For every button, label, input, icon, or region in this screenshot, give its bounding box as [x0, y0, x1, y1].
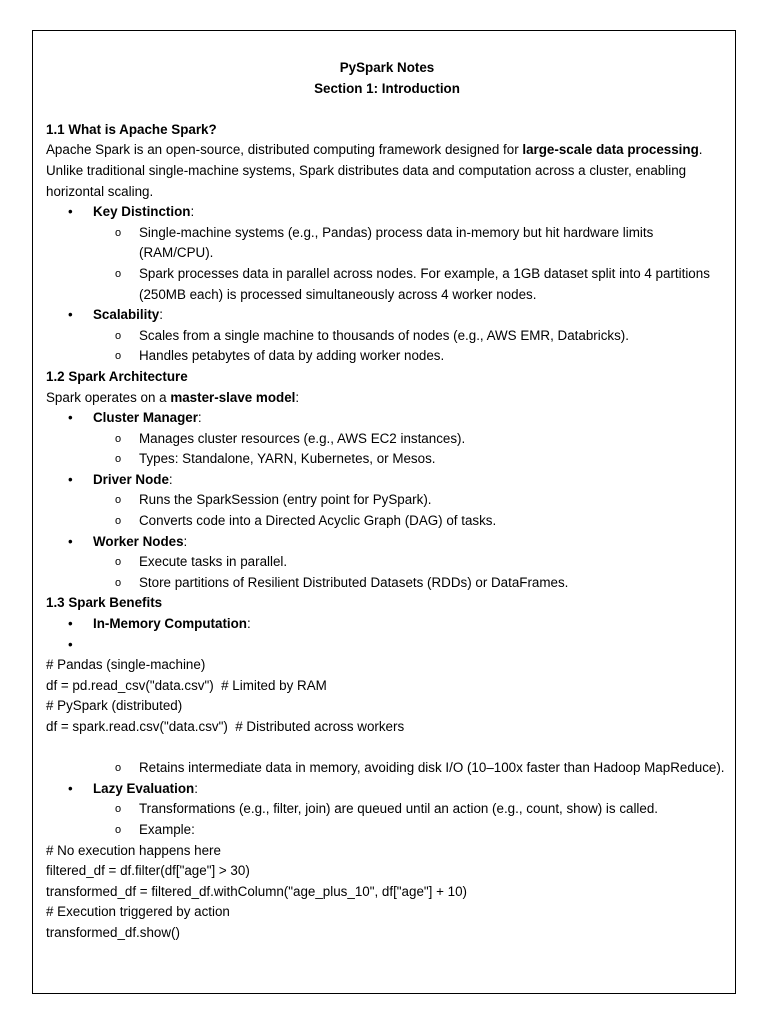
- text: Spark operates on a: [46, 389, 171, 405]
- bullet-worker-nodes: • Worker Nodes:: [46, 532, 726, 553]
- text: . Unlike traditional single-machine systems, Spark distributes data and computation across a cluster, enabling horizontal scaling.: [46, 142, 703, 199]
- code-line: df = spark.read.csv("data.csv") # Distributed across workers: [46, 719, 405, 734]
- document-body: [46, 58, 726, 944]
- text: :: [295, 389, 300, 405]
- bullet-driver-node: • Driver Node:: [46, 470, 726, 491]
- text: Apache Spark is an open-source, distributed computing framework designed for: [46, 142, 523, 158]
- sub-bullet-text: Single-machine systems (e.g., Pandas) process data in-memory but hit hardware limits (RAM/CPU).: [139, 224, 654, 261]
- sub-bullet-text: Scales from a single machine to thousands of nodes (e.g., AWS EMR, Databricks).: [139, 327, 629, 343]
- sub-bullet: [46, 820, 726, 841]
- code-line: # Execution triggered by action: [46, 904, 230, 920]
- circle-bullet-icon: o: [115, 453, 122, 466]
- code-line: # Pandas (single-machine): [46, 657, 206, 673]
- bullet-label: Worker Nodes: [93, 533, 184, 549]
- sub-bullet: [46, 490, 726, 511]
- bullet-label: Key Distinction: [93, 204, 191, 220]
- document-title: PySpark Notes: [339, 60, 435, 75]
- bullet-lazy-evaluation: • Lazy Evaluation:: [46, 779, 726, 800]
- bullet-in-memory-computation: • In-Memory Computation:: [46, 614, 726, 635]
- sub-bullet: [46, 552, 726, 573]
- sub-bullet: [46, 326, 726, 347]
- sub-bullet-text: Runs the SparkSession (entry point for PySpark).: [139, 492, 432, 508]
- sub-bullet: [46, 223, 726, 264]
- bullet-scalability: • Scalability:: [46, 305, 726, 326]
- bullet-cluster-manager: • Cluster Manager:: [46, 408, 726, 429]
- bullet-label: Driver Node: [93, 471, 169, 487]
- sub-bullet: [46, 799, 726, 820]
- heading-spark-architecture: 1.2 Spark Architecture: [46, 368, 188, 384]
- section-title: Section 1: Introduction: [314, 80, 460, 96]
- sub-bullet-text: Transformations (e.g., filter, join) are queued until an action (e.g., count, show) is called.: [139, 801, 659, 817]
- circle-bullet-icon: o: [115, 350, 122, 363]
- circle-bullet-icon: o: [115, 267, 122, 280]
- paragraph-architecture-intro: [46, 388, 726, 409]
- sub-bullet-text: Manages cluster resources (e.g., AWS EC2 instances).: [139, 430, 466, 446]
- code-line: df = pd.read_csv("data.csv") # Limited by RAM: [46, 677, 327, 693]
- sub-bullet-text: Example:: [139, 821, 195, 837]
- sub-bullet-text: Store partitions of Resilient Distributed Datasets (RDDs) or DataFrames.: [139, 574, 569, 590]
- circle-bullet-icon: o: [115, 556, 122, 569]
- sub-bullet-text: Converts code into a Directed Acyclic Graph (DAG) of tasks.: [139, 513, 497, 529]
- paragraph-spark-intro: [46, 140, 726, 202]
- bullet-empty: [46, 635, 726, 656]
- code-line: filtered_df = df.filter(df["age"] > 30): [46, 863, 250, 879]
- circle-bullet-icon: o: [115, 515, 122, 528]
- bold-text: large-scale data processing: [522, 142, 699, 158]
- spacer: [46, 738, 726, 759]
- sub-bullet: [46, 449, 726, 470]
- circle-bullet-icon: o: [115, 762, 122, 775]
- code-line: # No execution happens here: [46, 842, 221, 858]
- circle-bullet-icon: o: [115, 432, 122, 445]
- bullet-label: Cluster Manager: [93, 410, 198, 426]
- sub-bullet: [46, 429, 726, 450]
- code-line: # PySpark (distributed): [46, 698, 183, 714]
- circle-bullet-icon: o: [115, 576, 122, 589]
- circle-bullet-icon: o: [115, 803, 122, 816]
- circle-bullet-icon: o: [115, 226, 122, 239]
- code-line: transformed_df.show(): [46, 924, 180, 940]
- sub-bullet-text: Spark processes data in parallel across nodes. For example, a 1GB dataset split into 4 partitions (250MB each) is processed simultaneously across 4 worker nodes.: [139, 265, 710, 302]
- circle-bullet-icon: o: [115, 823, 122, 836]
- sub-bullet-text: Handles petabytes of data by adding worker nodes.: [139, 348, 445, 364]
- bold-text: master-slave model: [170, 389, 296, 405]
- bullet-label: Scalability: [93, 307, 160, 323]
- bullet-key-distinction: • Key Distinction:: [46, 202, 726, 223]
- bullet-label: In-Memory Computation: [93, 616, 247, 632]
- sub-bullet: [46, 573, 726, 594]
- heading-spark-benefits: 1.3 Spark Benefits: [46, 595, 163, 611]
- sub-bullet: [46, 346, 726, 367]
- sub-bullet-text: Execute tasks in parallel.: [139, 554, 288, 570]
- sub-bullet-text: Types: Standalone, YARN, Kubernetes, or Mesos.: [139, 451, 436, 467]
- spacer: [46, 99, 726, 120]
- sub-bullet: [46, 264, 726, 305]
- sub-bullet: [46, 758, 726, 779]
- code-line: transformed_df = filtered_df.withColumn("age_plus_10", df["age"] + 10): [46, 883, 467, 899]
- bullet-label: Lazy Evaluation: [93, 780, 195, 796]
- sub-bullet-text: Retains intermediate data in memory, avoiding disk I/O (10–100x faster than Hadoop MapReduce).: [139, 760, 725, 776]
- circle-bullet-icon: o: [115, 494, 122, 507]
- circle-bullet-icon: o: [115, 329, 122, 342]
- sub-bullet: [46, 511, 726, 532]
- heading-what-is-spark: 1.1 What is Apache Spark?: [46, 121, 217, 137]
